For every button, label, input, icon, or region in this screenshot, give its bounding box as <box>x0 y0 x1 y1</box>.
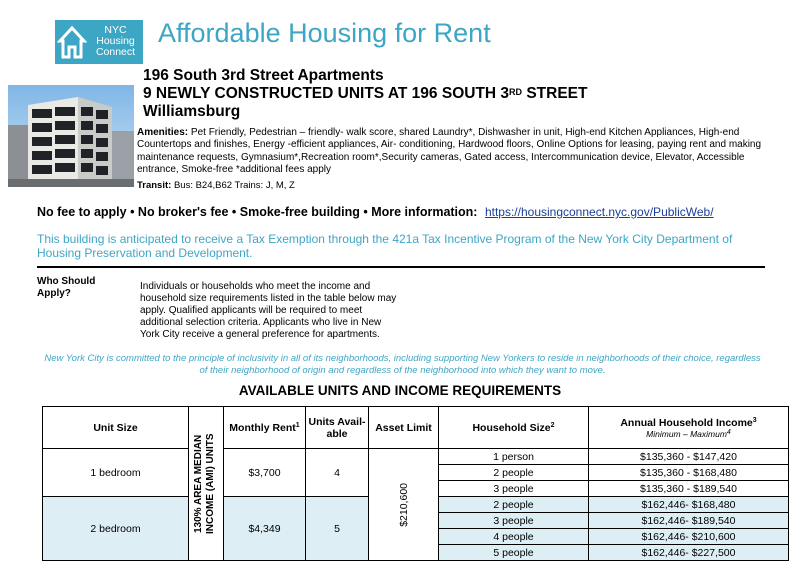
tax-exemption-notice: This building is anticipated to receive a Tax Exemption through the 421a Tax Incentive Program of the New York City Department of Housing Preservation and Development. <box>37 232 733 260</box>
household-cell: 5 people <box>439 545 589 561</box>
income-cell: $135,360 - $147,420 <box>589 449 789 465</box>
house-icon <box>57 23 87 61</box>
unit-size-cell: 1 bedroom <box>43 449 189 497</box>
asset-limit-value: $210,600 <box>397 482 410 527</box>
ami-label-cell <box>189 407 224 561</box>
unit-size-cell: 2 bedroom <box>43 497 189 561</box>
building-photo <box>8 85 134 187</box>
units-cell: 4 <box>306 449 369 497</box>
table-header-row <box>43 407 789 449</box>
units-income-table <box>42 406 789 561</box>
household-cell: 3 people <box>439 513 589 529</box>
rent-cell: $4,349 <box>224 497 306 561</box>
income-cell: $135,360 - $189,540 <box>589 481 789 497</box>
units-cell: 5 <box>306 497 369 561</box>
nyc-housing-connect-logo <box>55 20 143 64</box>
neighborhood: Williamsburg <box>143 103 241 120</box>
income-cell: $162,446- $227,500 <box>589 545 789 561</box>
income-cell: $135,360 - $168,480 <box>589 465 789 481</box>
income-cell: $162,446- $168,480 <box>589 497 789 513</box>
household-cell: 2 people <box>439 497 589 513</box>
who-should-apply-label: Who Should Apply? <box>37 276 96 299</box>
household-cell: 2 people <box>439 465 589 481</box>
transit-info: Transit: Bus: B24,B62 Trains: J, M, Z <box>137 180 295 191</box>
header-household-size: Household Size$^2$ <box>439 407 589 449</box>
income-cell: $162,446- $210,600 <box>589 529 789 545</box>
household-cell: 4 people <box>439 529 589 545</box>
section-divider <box>37 266 765 268</box>
amenities: Amenities: Pet Friendly, Pedestrian – friendly- walk score, shared Laundry*, Dishwasher in unit, High-end Kitchen Appliances, High-end Countertops and finishes, Energy -efficient appliances, Air- conditioning, Hardwood floors, Online Options for leasing, paying rent and making maintenance requests, Gymnasium*,Recreation room*,Security cameras, Gated access, Intercommunication device, Elevator, Accessible entrance, Smoke-free *additional fees apply <box>137 127 762 176</box>
fees-line: No fee to apply • No broker's fee • Smoke-free building • More information: https://housingconnect.nyc.gov/PublicWeb/ <box>37 205 714 219</box>
household-cell: 1 person <box>439 449 589 465</box>
inclusivity-statement: New York City is committed to the principle of inclusivity in all of its neighborhoods, including supporting New Yorkers to reside in neighborhoods of their choice, regardless of their neighborhood of origin and regardless of the neighborhood into which they want to move. <box>44 353 761 376</box>
header-unit-size: Unit Size <box>43 407 189 449</box>
ami-label: 130% AREA MEDIAN INCOME (AMI) UNITS <box>193 433 216 534</box>
units-table-heading: AVAILABLE UNITS AND INCOME REQUIREMENTS <box>238 383 562 398</box>
asset-limit-cell <box>369 449 439 561</box>
units-headline: 9 NEWLY CONSTRUCTED UNITS AT 196 SOUTH 3RD STREET <box>143 85 588 102</box>
who-should-apply-text: Individuals or households who meet the income and household size requirements listed in the table below may apply. Qualified applicants will be required to meet additional selection criteria. Applicants who live in New York City receive a general preference for apartments. <box>140 281 397 340</box>
logo-text: NYC Housing Connect <box>95 24 136 58</box>
more-info-link[interactable]: https://housingconnect.nyc.gov/PublicWeb/ <box>484 205 714 219</box>
header-annual-income: Annual Household Income$^3$ Minimum – Maximum$^4$ <box>589 407 789 449</box>
household-cell: 3 people <box>439 481 589 497</box>
header-monthly-rent: Monthly Rent$^1$ <box>224 407 306 449</box>
income-cell: $162,446- $189,540 <box>589 513 789 529</box>
header-asset-limit: Asset Limit <box>369 407 439 449</box>
header-units-available: Units Avail-able <box>306 407 369 449</box>
rent-cell: $3,700 <box>224 449 306 497</box>
table-row <box>43 449 789 465</box>
building-name: 196 South 3rd Street Apartments <box>143 67 384 84</box>
page-title: Affordable Housing for Rent <box>158 18 491 48</box>
